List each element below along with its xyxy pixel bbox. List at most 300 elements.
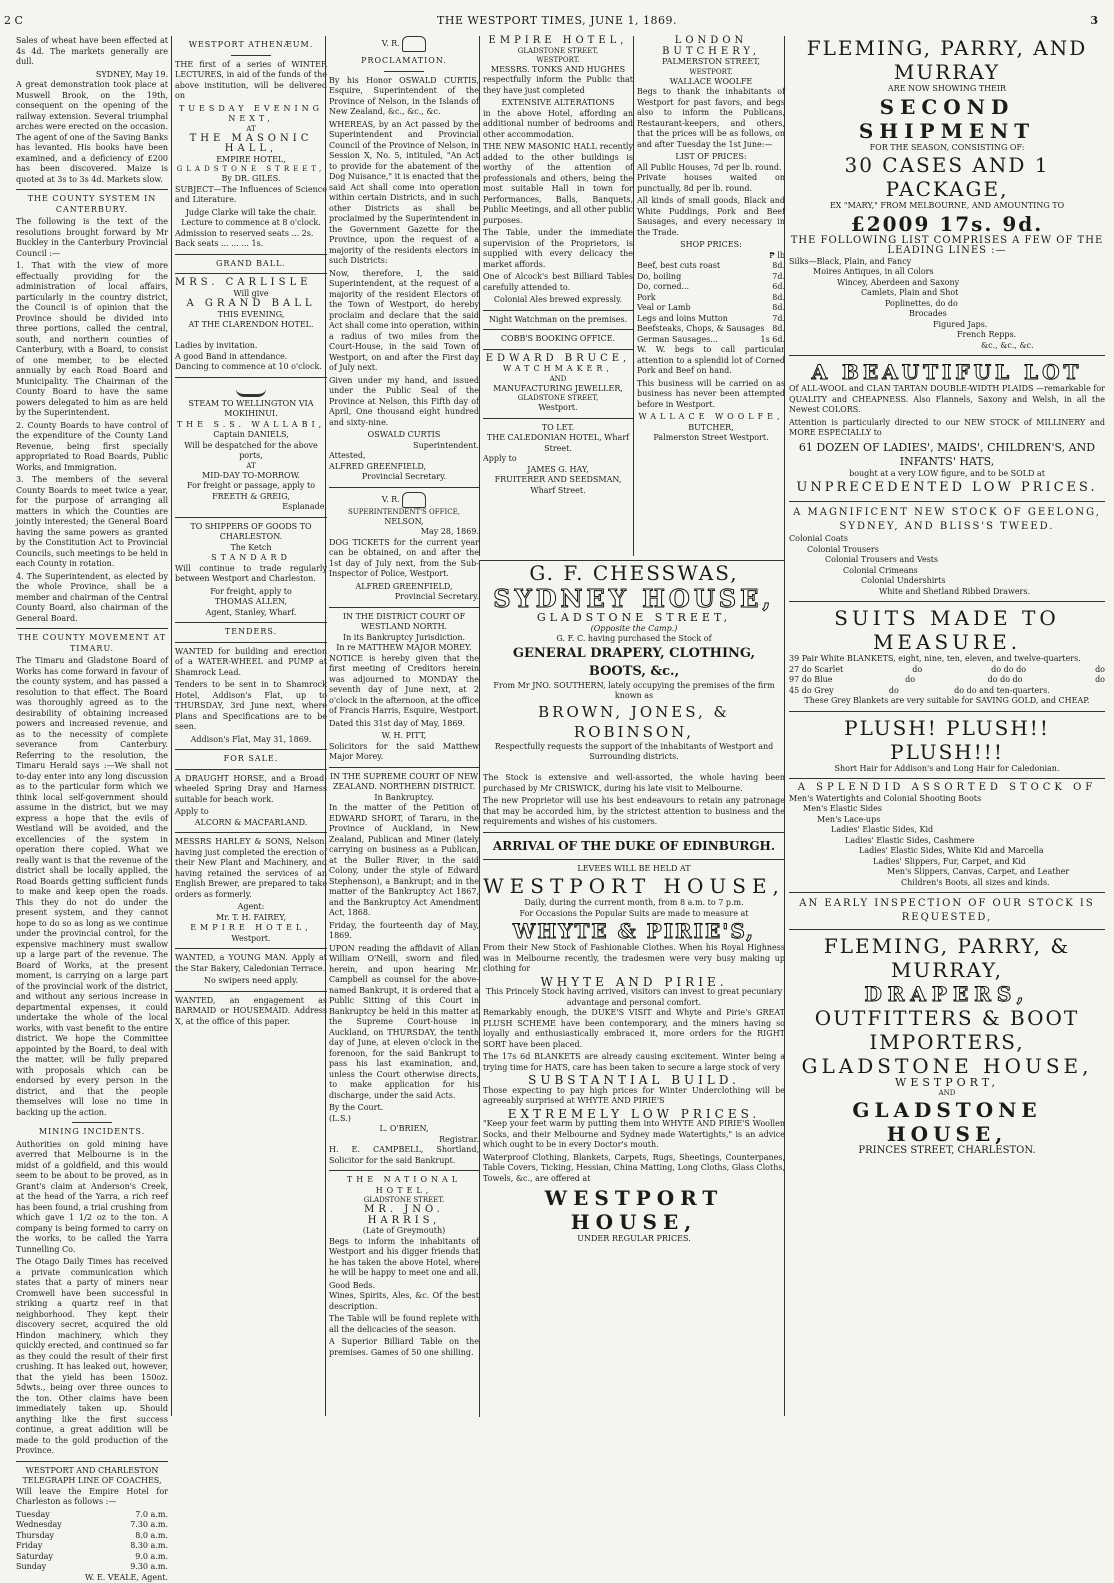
harley-agent-label: Agent: [175,902,327,913]
office-date: May 28, 1869. [329,527,479,538]
coach-text: Will leave the Empire Hotel for Charleston as follows :— [16,1487,168,1508]
boot-item: Men's Elastic Sides [789,804,1105,815]
petition-date: Friday, the fourteenth day of May, 1869. [329,921,479,942]
meat-price-list [637,261,785,345]
hats-count: 61 DOZEN OF LADIES', MAIDS', CHILDREN'S, AND INFANTS' HATS, [789,441,1105,469]
empire-text: THE NEW MASONIC HALL recently added to the other buildings is worthy of the attention of professionals and others, being the most suitable Hall in town for Performances, Balls, Banquets, Public Meetings, and all other public purposes. [483,142,633,226]
levees-label: LEVEES WILL BE HELD AT [483,864,785,875]
office-town: NELSON, [329,517,479,528]
suits-heading: SUITS MADE TO MEASURE. [789,606,1105,654]
wanted-young-man: WANTED, a YOUNG MAN. Apply at the Star Bakery, Caledonian Terrace. [175,953,327,974]
whyte-pirie-heading: WHYTE & PIRIE'S, [483,919,785,943]
proclamation-text: WHEREAS, by an Act passed by the Superintendent and Provincial Council of the Province of Nelson, in Session X, No. 5, intituled, "An Act to provide for the abatement of the Dog Nuisance," it is enacted that the said Act shall come into operation within certain Districts, and in such other Districts as shall be proclaimed by the Superintendent in the Government Gazette for the Province, upon the request of a majority of the residents electors in such Districts: [329,120,479,267]
proclamation-text: Given under my hand, and issued under the Public Seal of the Province at Nelson, this Fifth day of April, One thousand eight hundred and sixty-nine. [329,376,479,429]
harley-agent: Mr. T. H. FAIREY, [175,913,327,924]
plush-scheme: Remarkably enough, the DUKE'S VISIT and Whyte and Pirie's GREAT PLUSH SCHEME have been contemporary, and the miners having so loyally and enthusiastically embraced it, more orders for the RIGHT SORT have been placed. [483,1008,785,1050]
page-number: 3 [1090,14,1098,27]
lecture-chair: Judge Clarke will take the chair. [175,208,327,219]
empire-hotel: EMPIRE HOTEL, [175,155,327,166]
fabric-item: French Repps. [789,330,1105,341]
coach-time-row-cell: 7.30 a.m. [130,1520,168,1531]
hair-note: Short Hair for Addison's and Long Hair for Caledonian. [789,764,1105,775]
harley-notice: MESSRS HARLEY & SONS, Nelson, having just completed the erection of their New Plant and Machinery, and having retained the services of an English Brewer, are prepared to take orders as formerly. [175,837,327,900]
fleming-heading: FLEMING, PARRY, AND MURRAY [789,36,1105,84]
blanket-row-cell: do [1095,675,1105,686]
article-paragraph: 3. The members of the several County Boards to meet twice a year, for the purpose of arranging all matters in which the Counties are jointly interested; the General Board having the same powers as granted by the Constitution Act to Provincial Councils, such meetings to be held in each County in rotation. [16,475,168,570]
price-row-cell: Beefsteaks, Chops, & Sausages [637,324,764,335]
bruce-heading: EDWARD BRUCE, [483,354,633,365]
blanket-row-cell: do do do [991,665,1026,676]
outfitters: OUTFITTERS & BOOT IMPORTERS, [789,1006,1105,1054]
sydney-house-heading: SYDNEY HOUSE, [483,585,785,613]
tenders-text-2: Tenders to be sent in to Shamrock Hotel, Addison's Flat, up to THURSDAY, 3rd June next, where Plans and Specifications are to be seen. [175,680,327,733]
royal-cipher-2 [329,492,479,508]
empire-text: The Table, under the immediate supervision of the Proprietors, is supplied with every delicacy the market affords. [483,228,633,270]
steamer-text: Will be despatched for the above ports, [175,441,327,462]
brown-jones-robinson: BROWN, JONES, & ROBINSON, [483,702,785,742]
by-the-court: By the Court. [329,1103,479,1114]
tweed-heading: A MAGNIFICENT NEW STOCK OF GEELONG, SYDNEY, AND BLISS'S TWEED. [789,506,1105,534]
blanket-row-cell: 97 do Blue [789,675,833,686]
drapers: DRAPERS, [789,982,1105,1006]
article-paragraph: The following is the text of the resolutions brought forward by Mr Buckley in the Canterbury Provincial Council :— [16,217,168,259]
blanket-row [789,665,1105,676]
bankruptcy-label: In Bankruptcy. [329,793,479,804]
steamship-icon [236,382,266,397]
tweed-item: Colonial Crimeans [789,566,1105,577]
leading-lines: THE FOLLOWING LIST COMPRISES A FEW OF THE LEADING LINES :— [789,236,1105,257]
splendid-stock: A SPLENDID ASSORTED STOCK OF [789,783,1105,794]
fabric-item: &c., &c., &c. [789,341,1105,352]
price-row [637,282,785,293]
table-note: The Table will be found replete with all the delicacies of the season. [329,1314,479,1335]
butchery-address: Palmerston Street Westport. [637,433,785,444]
athenaeum-date: TUESDAY EVENING NEXT, [175,104,327,125]
occasions-note: For Occasions the Popular Suits are made to measure at [483,909,785,920]
fabric-item: Camlets, Plain and Shot [789,288,1105,299]
empire-street: GLADSTONE STREET, [483,47,633,56]
coach-time-row [16,1531,168,1542]
coach-time-row [16,1552,168,1563]
blanket-row-cell: 45 do Grey [789,686,834,697]
butchery-text: Begs to thank the inhabitants of Westport for past favors, and begs also to inform the Publicans, Restaurant-keepers, and others, that the prices will be as follows, on and after Tuesday the 1st June:— [637,87,785,150]
ls-mark: (L.S.) [329,1114,479,1125]
at-label: AT [175,125,327,134]
tweed-item: Colonial Trousers and Vests [789,555,1105,566]
heading-county-system: THE COUNTY SYSTEM IN CANTERBURY. [16,194,168,215]
to-let-trade: FRUITERER AND SEEDSMAN, [483,475,633,486]
market-note: Sales of wheat have been effected at 4s 4d. The markets generally are dull. [16,36,168,68]
fleming-footer: FLEMING, PARRY, & MURRAY, [789,934,1105,982]
underclothing-note: Those expecting to pay high prices for Winter Underclothing will be agreeably surprised at WHYTE AND PIRIE'S [483,1086,785,1107]
coach-timetable [16,1510,168,1573]
price-row [637,272,785,283]
bruce-jeweller: MANUFACTURING JEWELLER, [483,384,633,395]
article-paragraph: The Otago Daily Times has received a private communication which states that a party of miners near Cromwell have been successful in striking a quartz reef in that neighborhood. They kept their discovery secret, acquired the old Hindon machinery, which they quickly erected, and continued so far as they could the result of their first crushing. It has leaked out, however, that the yield has been 150oz. 5dwts., being over three ounces to the ton. Other claims have been immediately taken up. Should anything like the first success continue, a great addition will be made to the gold production of the Province. [16,1257,168,1457]
princely-stock: This Princely Stock having arrived, visitors can invest to great pecuniary advantage and personal comfort. [483,987,785,1008]
district-court-heading: IN THE DISTRICT COURT OF WESTLAND NORTH. [329,612,479,633]
ketch-name: STANDARD [175,553,327,564]
admission-reserved: Admission to reserved seats ... 2s. [175,229,327,240]
tartan-note: Of ALL-WOOL and CLAN TARTAN DOUBLE-WIDTH PLAIDS —remarkable for QUALITY and CHEAPNESS. Also Flannels, Saxony and Welsh, in all the Newest COLORS. [789,384,1105,416]
column-fleming [784,36,1105,1416]
empire-text: in the above Hotel, affording an additional number of bedrooms and other accommodation. [483,109,633,141]
blanket-table [789,665,1105,697]
coach-time-row-cell: 8.0 a.m. [135,1531,168,1542]
blanket-row-cell: do [1095,665,1105,676]
solicitor-campbell: H. E. CAMPBELL, Shortland, Solicitor for the said Bankrupt. [329,1145,479,1166]
socks-note: "Keep your feet warm by putting them into WHYTE AND PIRIE'S Woollen Socks, and their Melbourne and Sydney made Watertights," is an advice which ought to be in every Doctor's mouth. [483,1119,785,1151]
column-ads-3 [325,36,479,1416]
price-row-cell: 7d. [772,314,785,325]
public-house-price: All Public Houses, 7d per lb. round. [637,163,785,174]
court-jurisdiction: In its Bankruptcy Jurisdiction. [329,633,479,644]
boot-item: Ladies' Slippers, Fur, Carpet, and Kid [789,857,1105,868]
attested-label: Attested, [329,451,479,462]
plush-heading: PLUSH! PLUSH!! PLUSH!!! [789,716,1105,764]
article-paragraph: The Timaru and Gladstone Board of Works has come forward in favour of the county system, and has passed a resolution to that effect. The Board was thoroughly agreed as to the desirability of obtaining increased powers and increased revenue, and as to the necessity of complete severance from Canterbury. Referring to the resolution, the Timaru Herald says :—We shall not to-day enter into any long discussion as to the particular form which we think local self-government should assume in the district, but we may express a hope that the evils of Westland will be avoided, and the excellencies of the system in operation there copied. What we really want is that the revenue of the district shall be locally applied, the Road Boards getting sufficient funds to make and keep open the roads. This they do not do under the present system, and they cannot hope to do so as long as we continue under the provincial control, for the expensive machinery must swallow up a large part of the revenue. The Board of Works, at the present moment, is carrying on a large part of the provincial work of the district, and without any serious increase in departmental expenses, it could undertake the whole of the local works, with vast benefit to the entire district. We hope the Committee appointed by the Board, to deal with the matter, will be fully prepared with proposals which can be endorsed by every person in the district, and that the people themselves will lose no time in backing up the action. [16,656,168,1118]
column-news [16,36,168,1416]
boot-item: Men's Watertights and Colonial Shooting Boots [789,794,1105,805]
national-hotel-heading: THE NATIONAL HOTEL, [329,1175,479,1196]
bought-note: bought at a very LOW figure, and to be SOLD at [789,469,1105,480]
price-row [637,303,785,314]
to-let-street: Wharf Street. [483,486,633,497]
blanket-row-cell: do [905,675,915,686]
shop-prices-heading: SHOP PRICES: [637,240,785,251]
blanket-pairs: 39 Pair White BLANKETS, eight, nine, ten, eleven, and twelve-quarters. [789,654,1105,665]
sale-contact: ALCORN & MACFARLAND. [175,818,327,829]
bruce-street: GLADSTONE STREET, [483,394,633,403]
empire-alterations: EXTENSIVE ALTERATIONS [483,98,633,109]
coach-time-row-cell: Tuesday [16,1510,50,1521]
price-row-cell: 6d. [772,282,785,293]
coach-time-row-cell: Wednesday [16,1520,62,1531]
heading-mining-incidents: MINING INCIDENTS. [16,1127,168,1138]
price-row-cell: 8d. [772,261,785,272]
coach-time-row-cell: Saturday [16,1552,53,1563]
and-label: AND [789,1089,1105,1098]
bruce-town: Westport. [483,403,633,414]
dog-signature: ALFRED GREENFIELD, [329,582,479,593]
empire-town: WESTPORT. [483,56,633,65]
opposite-camp: (Opposite the Camp.) [483,624,785,635]
proprietor-note: The new Proprietor will use his best endeavours to retain any patronage that may be accorded him, by the strictest attention to business and the requirements and wishes of his customers. [483,796,785,828]
night-watchman: Night Watchman on the premises. [483,315,633,326]
substantial-build: SUBSTANTIAL BUILD. [483,1075,785,1086]
supreme-court-heading: IN THE SUPREME COURT OF NEW ZEALAND. NORTHERN DISTRICT. [329,772,479,793]
to-let-heading: TO LET. [483,423,633,434]
wanted-note: No swipers need apply. [175,976,327,987]
column-ads-2 [171,36,327,1416]
crest-icon [402,36,426,52]
proclamation-heading: PROCLAMATION. [329,56,479,67]
gladstone-house-2: GLADSTONE HOUSE, [789,1098,1105,1146]
tenders-date: Addison's Flat, May 31, 1869. [175,735,327,746]
attested-name: ALFRED GREENFIELD, [329,462,479,473]
tweed-list [789,534,1105,597]
coach-time-row-cell: Sunday [16,1562,46,1573]
proprietor-origin: (Late of Greymouth) [329,1226,479,1237]
athenaeum-heading: WESTPORT ATHENÆUM. [175,40,327,51]
coach-time-row [16,1510,168,1521]
tweed-item: White and Shetland Ribbed Drawers. [789,587,1105,598]
whyte-and-pirie: WHYTE AND PIRIE. [483,977,785,988]
boot-item: Ladies' Elastic Sides, Kid [789,825,1105,836]
ex-mary: EX "MARY," FROM MELBOURNE, AND AMOUNTING TO [789,201,1105,212]
dog-title: Provincial Secretary. [329,592,479,603]
court-notice: NOTICE is hereby given that the first meeting of Creditors herein was adjourned to MONDAY the seventh day of June next, at 2 o'clock in the afternoon, at the office of Francis Harris, Esquire, Westport. [329,654,479,717]
national-hotel-text: Begs to inform the inhabitants of Westport and his digger friends that he has taken the above Hotel, where he will be happy to meet one and all. [329,1237,479,1279]
boots-list [789,794,1105,889]
price-row-cell: 8d. [772,293,785,304]
blanket-row-cell: do do do [988,675,1023,686]
court-date: Dated this 31st day of May, 1869. [329,719,479,730]
tweed-item: Colonial Undershirts [789,576,1105,587]
price-list-heading: LIST OF PRICES: [637,152,785,163]
harley-hotel: EMPIRE HOTEL, [175,923,327,934]
blankets-note: The 17s 6d BLANKETS are already causing excitement. Winter being a trying time for HATS, care has been taken to secure a large stock of very [483,1052,785,1073]
second-shipment: SECOND SHIPMENT [789,95,1105,143]
sale-apply: Apply to [175,807,327,818]
court-order: UPON reading the affidavit of Allan William O'Neill, sworn and filed herein, and upon hearing Mr. Campbell as counsel for the above-named Bankrupt, it is ordered that a Public Sitting of this Court in Bankruptcy be held in this matter at the Supreme Court-house in Auckland, on THURSDAY, the tenth day of June, at eleven o'clock in the forenoon, for the said Bankrupt to pass his last examination, and, unless the Court otherwise directs, to make application for his discharge, under the said Acts. [329,944,479,1102]
westport-label: WESTPORT, [789,1078,1105,1089]
header-left-mark: 2 C [4,14,23,27]
low-prices: EXTREMELY LOW PRICES. [483,1109,785,1120]
royal-note: From their New Stock of Fashionable Clothes. When his Royal Highness was in Melbourne recently, the tradesmen were very busy making up clothing for [483,943,785,975]
article-paragraph: 2. County Boards to have control of the expenditure of the County Land Revenue, being first specially appropriated to Road Boards, Public Works, and Immigration. [16,421,168,474]
admission-back: Back seats ... ... ... 1s. [175,239,327,250]
court-solicitor-role: Solicitors for the said Matthew Major Morey. [329,742,479,763]
ketch-text: Will continue to trade regularly between Westport and Charleston. [175,564,327,585]
boot-item: Men's Lace-ups [789,815,1105,826]
boot-item: Men's Slippers, Canvas, Carpet, and Leather [789,867,1105,878]
support-request: Respectfully requests the support of the inhabitants of Westport and Surrounding districts. [483,742,785,763]
article-paragraph: 4. The Superintendent, as elected by the whole Province, shall be a member and chairman of the Central County Board, also chairman of the General Board. [16,572,168,625]
westport-house: WESTPORT HOUSE, [483,874,785,898]
tenders-heading: TENDERS. [175,627,327,638]
heading-county-movement: THE COUNTY MOVEMENT AT TIMARU. [16,633,168,654]
athenaeum-text: THE first of a series of WINTER LECTURES, in aid of the funds of the above institution, will be delivered on [175,60,327,102]
article-paragraph: 1. That with the view of more effectually providing for the administration of local affairs, particularly in the country district, the Council is of opinion that the Province should be divided into three portions, called the central, south, and northern counties of Canterbury, with a Board, to consist of one member, to be elected annually by each Road Board and Municipality. The Chairman of the County Board to have the same powers delegated to him as are held by the Superintendent. [16,261,168,419]
gfc-text: G. F. C. having purchased the Stock of [483,634,785,645]
fabric-item: Wincey, Aberdeen and Saxony [789,278,1105,289]
fabric-list [789,257,1105,352]
price-row-cell: Pork [637,293,656,304]
coach-time-row-cell: Friday [16,1541,42,1552]
petition-text: In the matter of the Petition of EDWARD SHORT, of Tararu, in the Province of Auckland, in New Zealand, Publican and Miner (lately carrying on business as a Publican, at the Buller River, in the said Colony, under the style of Edward Stephenson), a Bankrupt; and in the matter of the Bankruptcy Act 1867, and the Bankruptcy Act Amendment Act, 1868. [329,803,479,919]
blanket-row-cell: 27 do Scarlet [789,665,843,676]
steamer-name: THE S.S. WALLABI, [175,420,327,431]
blanket-row-cell: do [889,686,899,697]
price-row [637,335,785,346]
and-label: AND [483,375,633,384]
gladstone-house: GLADSTONE HOUSE, [789,1054,1105,1078]
at-label: AT [175,462,327,471]
lecture-subject: SUBJECT—The Influences of Science and Literature. [175,185,327,206]
lecturer: By DR. GILES. [175,174,327,185]
sale-text: A DRAUGHT HORSE, and a Broad-wheeled Spring Dray and Harness suitable for beach work. [175,774,327,806]
steamer-esplanade: Esplanade. [175,502,327,513]
price-row-cell: Veal or Lamb [637,303,691,314]
season-label: FOR THE SEASON, CONSISTING OF: [789,143,1105,154]
price-row-cell: Do, corned... [637,282,689,293]
gladstone-street: GLADSTONE STREET, [175,165,327,174]
to-let-apply: Apply to [483,454,633,465]
billiard-note: A Superior Billiard Table on the premises. Games of 50 one shilling. [329,1337,479,1358]
harley-town: Westport. [175,934,327,945]
blanket-row [789,675,1105,686]
levee-hours: Daily, during the current month, from 8 a.m. to 7 p.m. [483,898,785,909]
steamer-agent: FREETH & GREIG, [175,492,327,503]
grey-blankets: These Grey Blankets are very suitable for SAVING GOLD, and CHEAP. [789,696,1105,707]
dateline-sydney: SYDNEY, May 19. [16,70,168,81]
coach-time-row-cell: 8.30 a.m. [130,1541,168,1552]
wide-ads [479,560,785,1417]
coach-heading: WESTPORT AND CHARLESTON TELEGRAPH LINE OF COACHES, [16,1466,168,1487]
proclamation-title: Superintendent. [329,441,479,452]
page-header [0,0,1114,30]
steam-heading: STEAM TO WELLINGTON VIA MOKIHINUI. [175,399,327,420]
coach-time-row-cell: Thursday [16,1531,54,1542]
butchery-note: W. W. begs to call particular attention to a splendid lot of Corned Pork and Beef on hand. [637,345,785,377]
registrar-name: L. O'BRIEN, [329,1124,479,1135]
price-row-cell: German Sausages... [637,335,718,346]
coach-time-row [16,1562,168,1573]
wines-spirits: Wines, Spirits, Ales, &c. Of the best description. [329,1291,479,1312]
to-let-agent: JAMES G. HAY, [483,465,633,476]
article-paragraph: Authorities on gold mining have averred that Melbourne is in the midst of a goldfield, and this would seem to be about to be proved, as in Grant's claim at Anderson's Creek, at the head of the Yarra, a rich reef has been found, a trial crushing from which gave 1 1/2 oz to the ton. A company is being formed to carry on the works, to be called the Yarra Tunnelling Co. [16,1140,168,1256]
ketch-agent-address: Agent, Stanley, Wharf. [175,608,327,619]
proclamation-text: By his Honor OSWALD CURTIS, Esquire, Superintendent of the Province of Nelson, in the Islands of New Zealand, &c., &c., &c. [329,76,479,118]
ball-dancing: Dancing to commence at 10 o'clock. [175,362,327,373]
general-drapery: GENERAL DRAPERY, CLOTHING, BOOTS, &c., [483,645,785,681]
proclamation-signature: OSWALD CURTIS [329,430,479,441]
price-row [637,314,785,325]
lecture-time: Lecture to commence at 8 o'clock. [175,218,327,229]
fabric-item: Poplinettes, do do [789,299,1105,310]
regular-prices: UNDER REGULAR PRICES. [483,1234,785,1245]
price-row-cell: 8d. [772,303,785,314]
princes-street: PRINCES STREET, CHARLESTON. [789,1146,1105,1157]
london-butchery-heading: LONDON BUTCHERY, [637,36,785,57]
national-hotel-proprietor: MR. JNO. HARRIS, [329,1205,479,1226]
sale-heading: FOR SALE. [175,754,327,765]
duke-heading: ARRIVAL OF THE DUKE OF EDINBURGH. [483,837,785,855]
ball-will-give: Will give [175,289,327,300]
national-hotel-street: GLADSTONE STREET. [329,1196,479,1205]
coach-time-row [16,1541,168,1552]
royal-cipher [329,36,479,52]
butchery-title: BUTCHER, [637,423,785,434]
butchery-owner: WALLACE WOOLFE [637,77,785,88]
boot-item: Children's Boots, all sizes and kinds. [789,878,1105,889]
millinery-note: Attention is particularly directed to our NEW STOCK of MILLINERY and MORE ESPECIALLY to [789,418,1105,439]
dog-tickets-text: DOG TICKETS for the current year can be obtained, on and after the 1st day of July next, from the Sub-Inspector of Police, Westport. [329,538,479,580]
gladstone-street: GLADSTONE STREET, [483,613,785,624]
price-row [637,261,785,272]
vr-label: V. R. [382,39,400,48]
steamer-departure: MID-DAY TO-MORROW. [175,471,327,482]
coach-time-row-cell: 9.30 a.m. [130,1562,168,1573]
butchery-signature: WALLACE WOOLFE, [637,412,785,423]
price-row-cell: Legs and loins Mutton [637,314,728,325]
sydney-news: A great demonstration took place at Muswell Brook, on the 19th, consequent on the opening of the railway extension. Several triumphal arches were erected on the occasion. The agent of one of the Saving Banks has levanted. His books have been examined, and a deficiency of £200 has been discovered. Maize is quoted at 3s to 3s 4d. Markets slow. [16,80,168,185]
tweed-item: Colonial Trousers [789,545,1105,556]
boot-item: Ladies' Elastic Sides, White Kid and Marcella [789,846,1105,857]
ball-ladies: Ladies by invitation. [175,341,327,352]
empire-text: respectfully inform the Public that they have just completed [483,75,633,96]
court-case: In re MATTHEW MAJOR MOREY. [329,643,479,654]
empire-hotel-heading: EMPIRE HOTEL, [483,36,633,47]
steamer-freight: For freight or passage, apply to [175,481,327,492]
coach-time-row [16,1520,168,1531]
ketch-freight: For freight, apply to [175,587,327,598]
amount: £2009 17s. 9d. [789,212,1105,236]
tweed-item: Colonial Coats [789,534,1105,545]
good-beds: Good Beds. [329,1281,479,1292]
fabric-item: Moires Antiques, in all Colors [789,267,1105,278]
private-house-price: Private houses waited on punctually, 8d per lb. round. [637,173,785,194]
registrar-title: Registrar. [329,1135,479,1146]
butchery-town: WESTPORT. [637,68,785,77]
ketch-label: The Ketch [175,543,327,554]
price-row [637,293,785,304]
empire-ales: Colonial Ales brewed expressly. [483,295,633,306]
coach-agent: W. E. VEALE, Agent. [16,1573,168,1583]
fabric-item: Brocades [789,309,1105,320]
newspaper-title: THE WESTPORT TIMES, JUNE 1, 1869. [0,14,1114,27]
chesswas-heading: G. F. CHESSWAS, [483,561,785,585]
vr-label: V. R. [382,495,400,504]
boot-item: Ladies' Elastic Sides, Cashmere [789,836,1105,847]
inspection-note: AN EARLY INSPECTION OF OUR STOCK IS REQUESTED, [789,897,1105,925]
attested-title: Provincial Secretary. [329,472,479,483]
blanket-row [789,686,1105,697]
fabric-item: Figured Japs. [789,320,1105,331]
column-ads-5 [633,36,785,556]
small-goods: All kinds of small goods, Black and White Puddings, Pork and Beef Sausages, and every necessary in the Trade. [637,196,785,238]
now-showing: ARE NOW SHOWING THEIR [789,84,1105,95]
ball-heading: GRAND BALL. [175,259,327,270]
ball-evening: THIS EVENING, [175,310,327,321]
empire-proprietors: MESSRS. TONKS AND HUGHES [483,65,633,76]
blanket-row-cell: do do and ten-quarters. [954,686,1050,697]
blanket-row-cell: do [912,665,922,676]
fabric-item: Silks—Black, Plain, and Fancy [789,257,1105,268]
ball-host: MRS. CARLISLE [175,278,327,289]
stock-note: The Stock is extensive and well-assorted, the whole having been purchased by Mr CRISWICK, during his late visit to Melbourne. [483,773,785,794]
price-row-cell: 1s 6d. [761,335,786,346]
column-ads-4 [479,36,633,556]
coach-time-row-cell: 9.0 a.m. [135,1552,168,1563]
butchery-street: PALMERSTON STREET, [637,57,785,68]
court-solicitor: W. H. PITT, [329,731,479,742]
price-row-cell: 7d. [772,272,785,283]
ball-venue: AT THE CLARENDON HOTEL. [175,320,327,331]
coach-time-row-cell: 7.0 a.m. [135,1510,168,1521]
grand-ball: A GRAND BALL [175,299,327,310]
masonic-hall: THE MASONIC HALL, [175,134,327,155]
per-lb-label: ₱ lb [637,251,785,262]
westport-house-2: WESTPORT HOUSE, [483,1186,785,1234]
cases-count: 30 CASES AND 1 PACKAGE, [789,153,1105,201]
office-label: SUPERINTENDENT'S OFFICE, [329,508,479,517]
empire-text: One of Alcock's best Billiard Tables carefully attended to. [483,272,633,293]
ketch-agent: THOMAS ALLEN, [175,597,327,608]
shippers-heading: TO SHIPPERS OF GOODS TO CHARLESTON. [175,522,327,543]
steamer-captain: Captain DANIELS, [175,430,327,441]
